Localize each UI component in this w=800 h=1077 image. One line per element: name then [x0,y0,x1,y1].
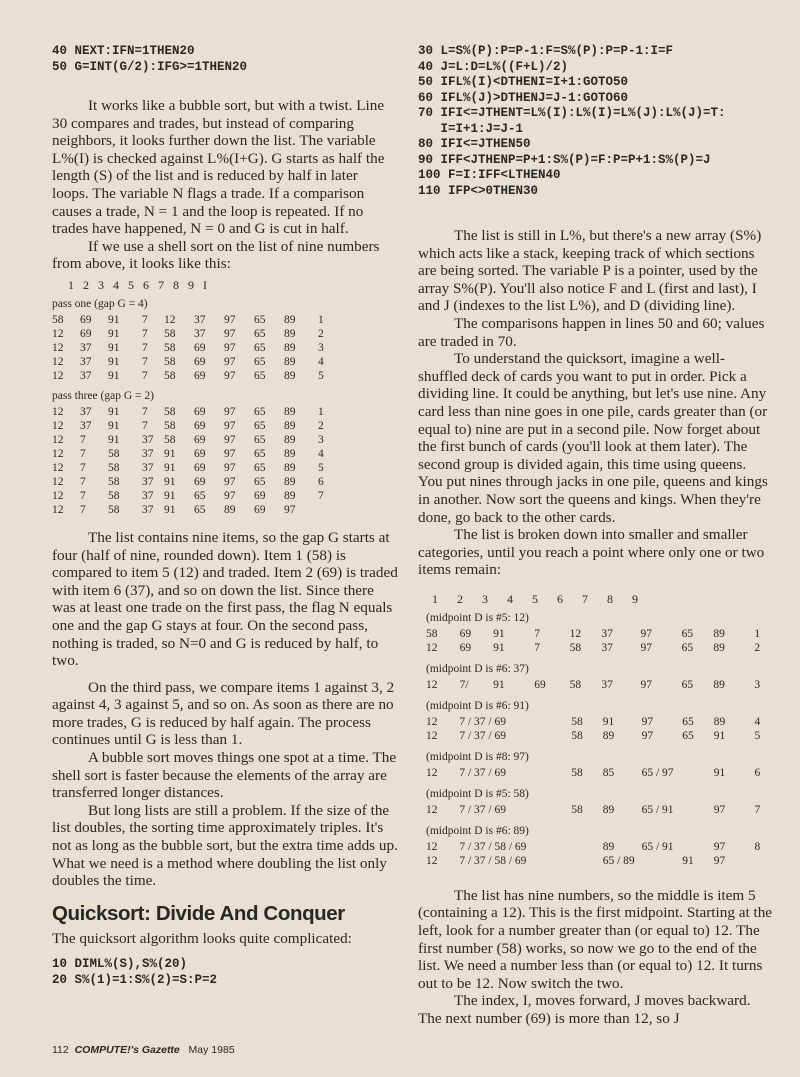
table-cell: 65 [254,313,266,326]
table-cell: 97 [224,447,236,460]
table-cell: 58 [108,447,120,460]
table-row [426,678,773,692]
table-cell: 69 [194,461,206,474]
table-cell: 12 [52,341,64,354]
table-cell: 89 [602,840,615,853]
table-cell: 12 [426,840,438,853]
code-line: 40 NEXT:IFN=1THEN20 [52,44,195,58]
magazine-title: COMPUTE!'s Gazette [74,1044,180,1056]
table-cell: 7 / 37 / 69 [459,766,506,779]
table-cell: 65 [681,641,694,654]
table-cell [571,840,602,854]
table-cell: 89 [602,803,615,816]
table-cell: 12 [52,369,64,382]
table-cell: 12 [426,803,438,816]
table-cell: 65 [681,678,694,691]
table-cell: 37 [142,461,154,474]
table-cell [642,854,683,868]
table-cell: 58 [108,503,120,516]
pass-label: pass one (gap G = 4) [52,297,148,310]
table-cell: 1 [754,627,761,640]
table-cell: 58 [108,475,120,488]
table-cell: 7/ [459,678,469,691]
table-cell: 65 [254,355,266,368]
table-cell: 91 [164,503,176,516]
table-cell: 97 [641,729,654,742]
table-cell [682,840,713,854]
table-cell: 69 [194,355,206,368]
table-row [52,341,398,355]
table-cell: 97 [713,840,726,853]
table-cell: 5 [318,369,324,382]
paragraph: If we use a shell sort on the list of nine numbers from above, it looks like this: [52,237,380,273]
table-cell: 91 [713,729,726,742]
pass-one-table [52,313,398,383]
table-cell: 91 [164,489,176,502]
table-cell: 69 [254,503,266,516]
table-row [426,715,773,729]
table-cell: 91 [108,341,120,354]
table-cell: 97 [224,419,236,432]
table-cell: 7 / 37 / 69 [459,729,506,742]
table-row [426,627,773,641]
table-cell: 58 [571,729,583,742]
table-cell: 7 [318,489,324,502]
table-cell [536,854,571,868]
table-cell: 58 [108,461,120,474]
table-cell: 6 [318,475,324,488]
table-cell: 7 [142,405,148,418]
paragraph: The quicksort algorithm looks quite complicated: [52,929,352,947]
table-cell: 58 [426,627,438,640]
table-cell: 97 [224,433,236,446]
table-cell [536,803,571,817]
table-cell: 97 [224,313,236,326]
paragraph: On the third pass, we compare items 1 against 3, 2 against 4, 3 against 5, and so on. As soon as there are no more trades, G is reduced by half again. The process continues until G is less than 1. [52,678,395,749]
table-cell [495,729,536,743]
table-cell: 89 [284,355,296,368]
table-cell: 89 [713,627,725,640]
midpoint-label: (midpoint D is #6: 91) [426,699,529,712]
table-cell: 58 [108,489,120,502]
table-cell: 5 [318,461,324,474]
table-cell: 85 [602,766,615,779]
table-cell: 97 [224,475,236,488]
table-cell: 58 [52,313,64,326]
table-cell: 65 [254,369,266,382]
table-cell: 7 [142,327,148,340]
table-cell: 91 [108,405,120,418]
code-line: 90 IFF<JTHENP=P+1:S%(P)=F:P=P+1:S%(P)=J [418,152,711,167]
table-cell: 89 [713,678,725,691]
table-cell: 65 / 91 [641,803,674,816]
table-row [52,405,398,419]
table-cell: 58 [164,355,176,368]
paragraph: A bubble sort moves things one spot at a time. The shell sort is faster because the elements of the array are transferred longer distances. [52,749,397,802]
table-row [52,355,398,369]
table-cell: 12 [52,489,64,502]
code-line: 80 IFI<=JTHEN50 [418,137,531,151]
table-cell: 65 [254,419,266,432]
table-cell: 4 [754,715,761,728]
table-cell: 89 [284,461,296,474]
table-cell: 65 [194,503,206,516]
code-line: 20 S%(1)=1:S%(2)=S:P=2 [52,972,218,987]
table-cell: 89 [713,641,725,654]
paragraph: The list has nine numbers, so the middle is item 5 (containing a 12). This is the first midpoint. Starting at the left, look for a number greater than (or equal to) 12. The first number (58) works, so now we go to the end of the list. We need a number less than (or equal to) 12. It turns out to be 12. Now switch the two. [418,886,773,992]
table-row [52,475,398,489]
table-row [52,369,398,383]
table-cell: 69 [194,447,206,460]
section-heading: Quicksort: Divide And Conquer [52,901,345,925]
code-listing-right [418,44,773,199]
table-cell: 58 [164,327,176,340]
table-cell: 89 [284,475,296,488]
table-cell: 7 [80,433,86,446]
table-cell: 91 [602,715,615,728]
table-cell: 65 [682,729,694,742]
table-cell: 91 [108,419,120,432]
table-cell: 97 [640,627,653,640]
table-cell: 69 [194,405,206,418]
table-row [52,327,398,341]
table-cell: 69 [194,433,206,446]
table-cell: 97 [640,641,653,654]
table-cell: 8 [754,840,761,853]
table-cell: 2 [318,327,324,340]
table-cell: 91 [164,461,176,474]
table-row [426,766,773,780]
table-cell: 7 / 37 / 58 / 69 [459,854,527,867]
table-cell: 7 [142,313,148,326]
table-cell: 58 [164,341,176,354]
table-cell: 97 [224,355,236,368]
table-cell: 65 [254,405,266,418]
table-cell: 3 [754,678,761,691]
table-cell: 91 [108,313,120,326]
table-cell: 37 [601,678,613,691]
table-row [52,503,398,517]
code-line: 110 IFP<>0THEN30 [418,183,539,198]
table-cell: 37 [194,327,206,340]
table-cell: 69 [194,475,206,488]
table-cell: 91 [108,369,120,382]
table-cell: 89 [284,341,296,354]
table-cell: 69 [194,419,206,432]
table-cell: 91 [164,447,176,460]
table-cell: 91 [493,627,505,640]
table-cell: 65 [254,447,266,460]
table-cell: 4 [318,447,324,460]
table-cell: 37 [142,447,154,460]
table-cell: 7 [80,503,86,516]
table-cell: 37 [142,489,154,502]
code-listing-top [52,44,398,75]
table-cell: 97 [284,503,296,516]
issue-date: May 1985 [188,1044,235,1056]
table-cell: 65 / 89 [602,854,635,867]
midpoint-label: (midpoint D is #6: 37) [426,662,529,675]
paragraph: The list is broken down into smaller and smaller categories, until you reach a point where only one or two items remain: [418,526,765,579]
table-cell [495,715,536,729]
table-cell: 12 [52,419,64,432]
table-cell: 7 [142,341,148,354]
table-cell: 58 [571,803,583,816]
table-cell: 4 [318,355,324,368]
table-cell: 89 [284,327,296,340]
table-cell: 12 [52,355,64,368]
table-row [426,854,773,868]
table-cell: 7 [80,475,86,488]
table-cell: 97 [641,715,654,728]
table-row [52,489,398,503]
table-cell [536,729,571,743]
table-row [52,461,398,475]
table-row [426,803,773,817]
table-cell: 7 / 37 / 69 [459,715,506,728]
code-line: 40 J=L:D=L%((F+L)/2) [418,59,569,74]
code-line: 70 IFI<=JTHENT=L%(I):L%(I)=L%(J):L%(J)=T: [418,106,726,120]
table-cell: 65 [254,341,266,354]
table-cell [571,854,602,868]
code-line: 50 G=INT(G/2):IFG>=1THEN20 [52,59,248,74]
table-cell: 12 [52,327,64,340]
table-row [52,447,398,461]
table-cell: 12 [52,447,64,460]
table-cell: 69 [194,369,206,382]
pass-label: pass three (gap G = 2) [52,389,154,402]
paragraph: It works like a bubble sort, but with a twist. Line 30 compares and trades, but instead of comparing neighbors, it looks further down the list. The variable L%(I) is checked against L%(I+G). G starts as half the length (S) of the list and is reduced by half in later loops. The variable N flags a trade. If a comparison causes a trade, N = 1 and the loop is repeated. If no trades have happened, N = 0 and G is cut in half. [52,97,385,238]
table-cell: 7 [80,447,86,460]
table-cell: 65 [681,627,694,640]
midpoint-label: (midpoint D is #6: 89) [426,824,529,837]
code-line: 100 F=I:IFF<LTHEN40 [418,168,561,182]
table-cell: 58 [164,419,176,432]
table-cell: 58 [164,369,176,382]
table-cell: 65 [254,327,266,340]
table-cell: 89 [284,313,296,326]
table-cell: 89 [284,369,296,382]
table-cell: 7 [754,803,761,816]
table-cell: 3 [318,341,324,354]
code-line: 60 IFL%(J)>DTHENJ=J-1:GOTO60 [418,90,629,105]
table-cell: 12 [52,405,64,418]
table-cell: 89 [284,405,296,418]
table-cell: 7 [142,369,148,382]
table-cell: 97 [224,341,236,354]
table-cell [495,840,536,854]
midpoint-label: (midpoint D is #5: 12) [426,611,529,624]
table-cell: 37 [194,313,206,326]
table-cell: 37 [142,475,154,488]
table-cell: 89 [284,419,296,432]
table-cell: 91 [493,678,505,691]
table-cell: 97 [713,803,726,816]
table-cell [536,840,571,854]
table-cell: 37 [601,641,613,654]
table-cell: 37 [142,503,154,516]
table-cell: 69 [80,327,92,340]
left-column [52,44,398,988]
table-cell: 2 [318,419,324,432]
table-cell: 12 [426,766,438,779]
table-cell: 12 [426,854,438,867]
table-cell: 65 [682,715,694,728]
code-line: 50 IFL%(I)<DTHENI=I+1:GOTO50 [418,75,629,89]
table-cell: 89 [284,489,296,502]
table-cell: 97 [224,461,236,474]
table-cell: 7 [534,641,540,654]
table-cell: 91 [108,433,120,446]
code-line: I=I+1:J=J-1 [418,121,524,136]
table-cell: 2 [754,641,761,654]
table-cell: 12 [426,729,438,742]
table-cell: 37 [80,369,92,382]
table-cell: 91 [164,475,176,488]
code-listing-bottom [52,957,398,988]
table-cell [495,766,536,780]
table-cell: 12 [52,461,64,474]
code-line: 10 DIML%(S),S%(20) [52,957,188,972]
table-cell: 89 [284,433,296,446]
table-cell: 7 / 37 / 58 / 69 [459,840,527,853]
table-cell: 1 [318,405,324,418]
table-cell: 7 [534,627,540,640]
table-cell: 97 [224,489,236,502]
table-cell: 89 [602,729,615,742]
table-cell: 1 [318,313,324,326]
table-cell [754,854,773,868]
table-cell: 91 [682,854,694,867]
table-cell: 12 [164,313,176,326]
paragraph: But long lists are still a problem. If the size of the list doubles, the sorting time approximately triples. It's not as long as the bubble sort, but the extra time adds up. What we need is a method where doubling the list only doubles the time. [52,801,398,890]
table-row [52,313,398,327]
table-cell: 97 [224,405,236,418]
pass-three-table [52,405,398,517]
table-cell: 37 [80,405,92,418]
table-row [426,641,773,655]
right-column [418,44,773,1028]
table-cell: 37 [142,433,154,446]
column-header: 1 2 3 4 5 6 7 8 9 I [68,277,207,292]
table-cell: 37 [80,419,92,432]
table-cell [682,803,713,817]
table-row [426,840,773,854]
page-number: 112 [52,1044,69,1056]
paragraph: To understand the quicksort, imagine a well-shuffled deck of cards you want to put in order. Pick a dividing line. It could be anything, but let's use nine. Any card less than nine goes in one pile, cards greater than (or equal to) nine are put in a second pile. Now forget about the first bunch of cards (you'll look at them later). The second group is divided again, this time using queens. You put nines through jacks in one pile, queens and kings in another. Now sort the queens and kings. When they're done, go back to the other cards. [418,350,768,526]
table-cell: 69 [194,341,206,354]
table-cell [495,803,536,817]
table-cell: 58 [571,766,583,779]
quicksort-table [418,611,773,873]
table-cell: 12 [569,627,582,640]
table-cell: 91 [108,355,120,368]
table-cell: 7 [142,355,148,368]
table-cell: 7 [80,461,86,474]
paragraph: The list is still in L%, but there's a new array (S%) which acts like a stack, keeping track of which sections are being sorted. The variable P is a pointer, used by the array S%(P). You'll also notice F and L (first and last), I and J (indexes to the list L%), and D (dividing line). [418,227,762,315]
table-row [52,433,398,447]
table-cell: 89 [713,715,726,728]
table-cell: 89 [284,447,296,460]
table-cell: 91 [493,641,505,654]
table-cell: 69 [254,489,266,502]
table-cell: 12 [52,433,64,446]
table-cell: 5 [754,729,761,742]
midpoint-label: (midpoint D is #8: 97) [426,750,529,763]
table-cell: 12 [52,503,64,516]
table-cell: 69 [534,678,546,691]
table-cell: 69 [459,641,472,654]
table-cell: 58 [569,678,582,691]
table-cell: 12 [426,678,438,691]
table-cell: 91 [713,766,726,779]
table-cell [682,766,713,780]
table-cell: 97 [713,854,726,867]
table-cell: 58 [164,405,176,418]
table-cell [318,503,338,517]
table-cell: 12 [426,715,438,728]
table-cell: 69 [459,627,472,640]
table-cell: 58 [571,715,583,728]
table-cell: 12 [52,475,64,488]
table-cell: 37 [80,341,92,354]
table-cell: 58 [569,641,582,654]
table-cell [495,854,536,868]
table-cell: 7 / 37 / 69 [459,803,506,816]
table-cell [536,766,571,780]
table-row [426,729,773,743]
table-cell: 97 [224,327,236,340]
table-cell: 65 / 97 [641,766,674,779]
table-cell: 58 [164,433,176,446]
column-header: 1 2 3 4 5 6 7 8 9 [432,591,638,606]
table-cell: 97 [640,678,653,691]
paragraph: The index, I, moves forward, J moves backward. The next number (69) is more than 12, so J [418,992,751,1028]
table-cell: 97 [224,369,236,382]
table-cell: 37 [80,355,92,368]
page-footer [52,1044,235,1056]
paragraph: The comparisons happen in lines 50 and 60; values are traded in 70. [418,314,765,350]
table-cell: 65 [254,433,266,446]
table-row [52,419,398,433]
table-cell: 37 [601,627,613,640]
table-cell: 12 [426,641,438,654]
table-cell: 65 [254,475,266,488]
table-cell: 65 [194,489,206,502]
table-cell: 69 [80,313,92,326]
table-cell: 89 [224,503,236,516]
table-cell: 91 [108,327,120,340]
table-cell: 7 [142,419,148,432]
table-cell [536,715,571,729]
table-cell: 7 [80,489,86,502]
code-line: 30 L=S%(P):P=P-1:F=S%(P):P=P-1:I=F [418,44,674,58]
table-cell: 6 [754,766,761,779]
table-cell: 65 / 91 [641,840,674,853]
midpoint-label: (midpoint D is #5: 58) [426,787,529,800]
paragraph: The list contains nine items, so the gap G starts at four (half of nine, rounded down). Item 1 (58) is compared to item 5 (12) and traded. Item 2 (69) is traded with item 6 (37), and so on down the list. Since there was at least one trade on the first pass, the flag N equals one and the gap G stays at four. On the second pass, nothing is traded, so N=0 and G is reduced by half, to two. [52,528,398,670]
table-cell: 65 [254,461,266,474]
table-cell: 3 [318,433,324,446]
